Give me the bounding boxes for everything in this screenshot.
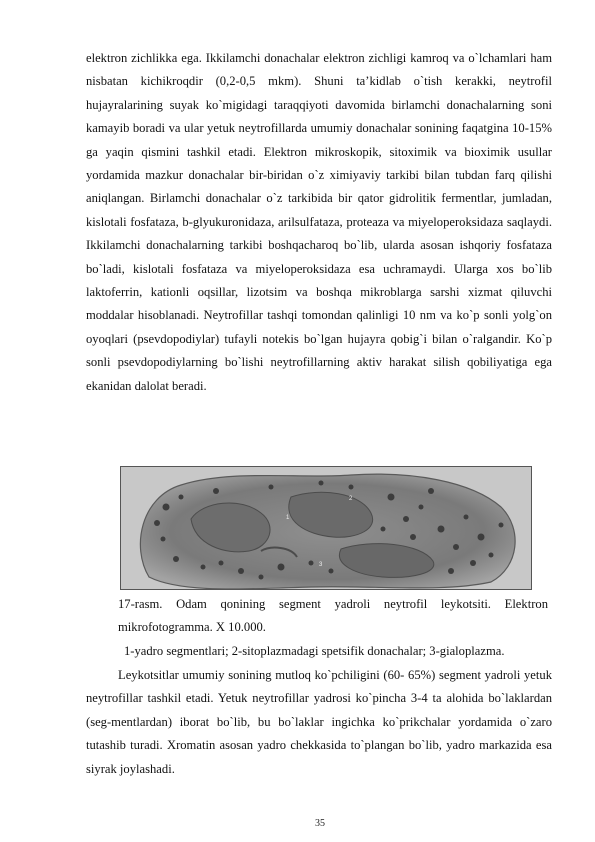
figure-label-1: 1	[286, 515, 290, 521]
page-number: 35	[315, 818, 325, 829]
figure-caption-title: 17-rasm. Odam qonining segment yadroli neytrofil leykotsiti. Elektron mikrofotogramma. X 10.000.	[118, 597, 548, 635]
figure-label-2: 2	[349, 496, 353, 502]
body-paragraph: Leykotsitlar umumiy sonining mutloq ko`pchiligini (60- 65%) segment yadroli yetuk neytrofillar tashkil etadi. Yetuk neytrofillar yadrosi ko`pincha 3-4 ta alohida bo`laklardan (seg-mentlardan) iborat bo`lib, bu bo`laklar ingichka ko`prikchalar yordamida o`zaro tutashib turadi. Xromatin asosan yadro chekkasida to`plangan bo`lib, yadro markazida esa siyrak joylashadi.	[86, 668, 552, 776]
figure-label-3: 3	[319, 562, 323, 568]
body-paragraph: elektron zichlikka ega. Ikkilamchi donachalar elektron zichligi kamroq va o`lchamlari ham nisbatan kichikroqdir (0,2-0,5 mkm). Shuni ta’kidlab o`tish kerakki, neytrofil hujayralarining suyak ko`migidagi taraqqiyoti davomida birlamchi donachalarning soni kamayib boradi va ular yetuk neytrofillarda umumiy donachalar sonining faqatgina 10-15% ga yaqin qismini tashkil etadi. Elektron mikroskopik, sitoximik va bioximik usullar yordamida mazkur donachalar bir-biridan o`z ximiyaviy tarkibi bilan tubdan farq qilishi aniqlangan. Birlamchi donachalar o`z tarkibida bir qator gidrolitik fermentlar, jumladan, kislotali fosfataza, b-glyukuronidaza, arilsulfataza, proteaza va miyeloperoksidaza saqlaydi. Ikkilamchi donachalarning tarkibi boshqacharoq bo`lib, ularda asosan ishqoriy fosfataza bo`ladi, kislotali fosfataza va miyeloperoksidaza esa uchramaydi. Ularga xos bo`lib laktoferrin, kationli oqsillar, lizotsim va boshqa mikroblarga sarshi xizmat qiluvchi moddalar hisoblanadi. Neytrofillar tashqi tomondan qalinligi 10 nm va ko`p sonli yolg`on oyoqlari (psevdopodiylar) tufayli notekis bo`lgan hujayra qobig`i bilan o`ralgandir. Ko`p sonli psevdopodiylarning bo`lishi neytrofillarning aktiv harakat silish qobiliyatiga ega ekanidan dalolat beradi.	[86, 51, 552, 393]
micrograph-image	[121, 467, 531, 589]
figure-caption-legend: 1-yadro segmentlari; 2-sitoplazmadagi spetsifik donachalar; 3-gialoplazma.	[124, 644, 505, 658]
electron-micrograph-figure	[120, 466, 532, 590]
